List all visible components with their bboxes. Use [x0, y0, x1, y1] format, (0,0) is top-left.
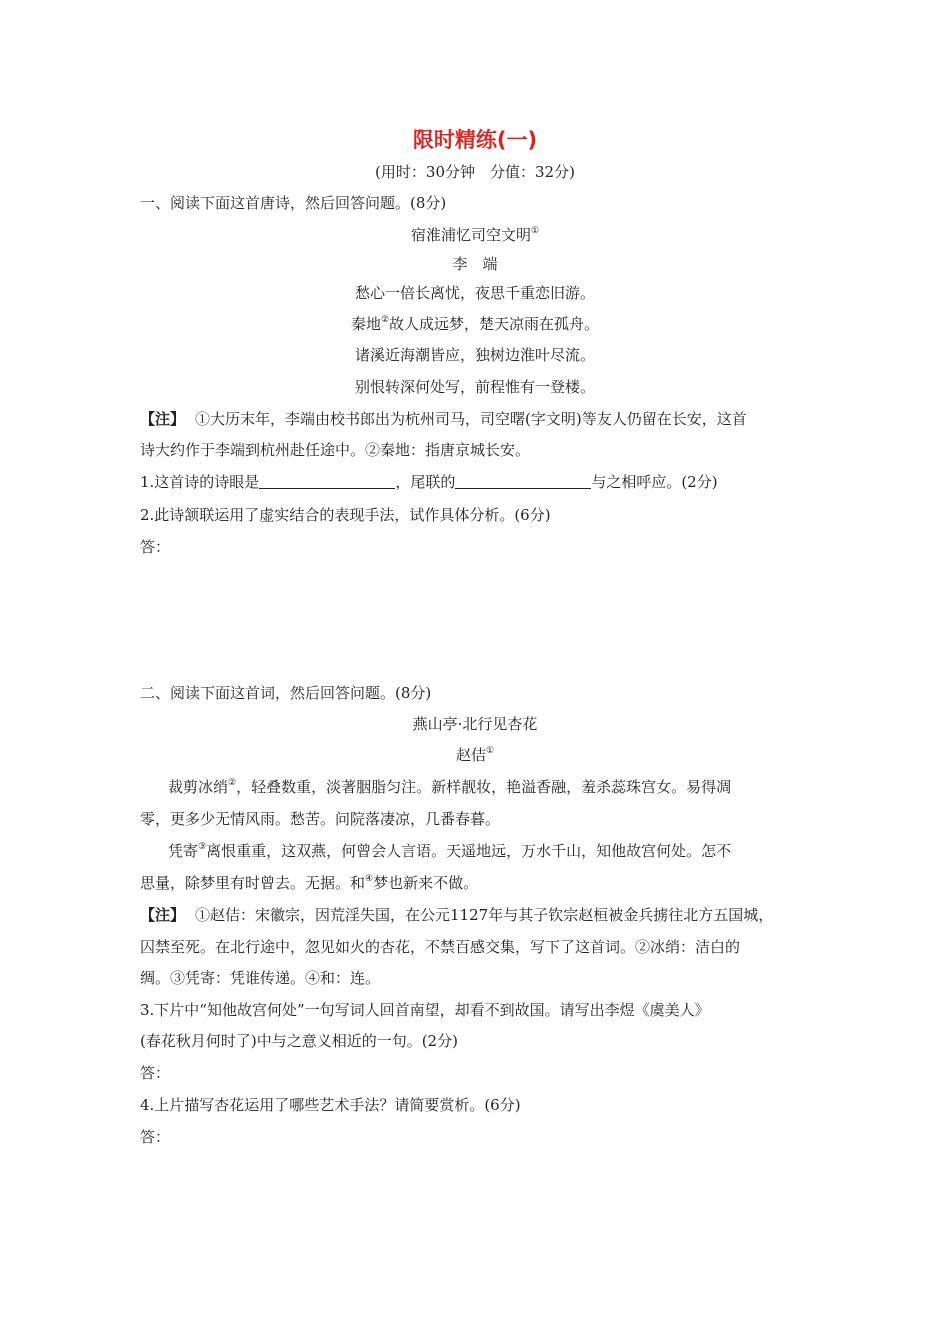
poem2-p2-line-2: 思量，除梦里有时曾去。无据。和④梦也新来不做。 — [140, 874, 479, 892]
footnote-mark: ① — [485, 746, 495, 756]
poem2-p1-line-1: 裁剪冰绡②，轻叠数重，淡著胭脂匀注。新样靓妆，艳溢香融，羞杀蕊珠宫女。易得凋 — [168, 778, 732, 796]
footnote-mark: ④ — [365, 874, 374, 884]
note2-line-3: 绸。③凭寄：凭谁传递。④和：连。 — [140, 969, 381, 987]
question-2: 2.此诗颔联运用了虚实结合的表现手法，试作具体分析。(6分) — [140, 506, 551, 524]
section2-heading: 二、阅读下面这首词，然后回答问题。(8分) — [140, 684, 432, 702]
answer-label-2: 答： — [140, 538, 171, 556]
poem1-author: 李 端 — [452, 255, 498, 273]
note2-line-1: 【注】 ①赵佶：宋徽宗，因荒淫失国，在公元1127年与其子钦宗赵桓被金兵掳往北方五国城， — [140, 906, 774, 924]
poem1-line-3: 诸溪近海潮皆应，独树边淮叶尽流。 — [354, 346, 595, 364]
answer-label-3: 答： — [140, 1064, 171, 1082]
poem1-title: 宿淮浦忆司空文明① — [410, 226, 540, 244]
footnote-mark: ① — [530, 226, 540, 236]
note1-line-1: 【注】 ①大历末年，李端由校书郎出为杭州司马，司空曙(字文明)等友人仍留在长安，这首 — [140, 410, 747, 428]
poem2-p2-line-1: 凭寄③离恨重重，这双燕，何曾会人言语。天遥地远，万水千山，知他故宫何处。怎不 — [168, 842, 732, 860]
footnote-mark: ② — [228, 778, 237, 788]
footnote-mark: ② — [380, 315, 390, 325]
answer-blank-1[interactable] — [259, 474, 395, 489]
question-3-line-1: 3.下片中“知他故宫何处”一句写词人回首南望，却看不到故国。请写出李煜《虞美人》 — [140, 1001, 710, 1019]
poem2-p1-line-2: 零，更多少无情风雨。愁苦。问院落凄凉，几番春暮。 — [140, 810, 501, 828]
poem1-line-4: 别恨转深何处写，前程惟有一登楼。 — [354, 378, 595, 396]
page-title: 限时精练(一) — [412, 128, 538, 152]
answer-label-4: 答： — [140, 1128, 171, 1146]
question-3-line-2: (春花秋月何时了)中与之意义相近的一句。(2分) — [140, 1032, 458, 1050]
note-label: 【注】 — [140, 906, 186, 924]
poem2-author: 赵佶① — [455, 746, 495, 764]
answer-blank-2[interactable] — [455, 474, 591, 489]
section1-heading: 一、阅读下面这首唐诗，然后回答问题。(8分) — [140, 194, 447, 212]
note-label: 【注】 — [140, 410, 186, 428]
poem1-line-2: 秦地②故人成远梦，楚天凉雨在孤舟。 — [350, 315, 600, 333]
note2-line-2: 囚禁至死。在北行途中，忽见如火的杏花，不禁百感交集，写下了这首词。②冰绡：洁白的 — [140, 938, 741, 956]
poem2-title: 燕山亭·北行见杏花 — [412, 715, 538, 733]
question-4: 4.上片描写杏花运用了哪些艺术手法？请简要赏析。(6分) — [140, 1096, 521, 1114]
question-1: 1.这首诗的诗眼是 ，尾联的 与之相呼应。(2分) — [140, 473, 718, 491]
footnote-mark: ③ — [198, 842, 207, 852]
note1-line-2: 诗大约作于李端到杭州赴任途中。②秦地：指唐京城长安。 — [140, 441, 531, 459]
time-score-info: (用时：30分钟 分值：32分) — [375, 163, 575, 181]
poem1-line-1: 愁心一倍长离忧，夜思千重恋旧游。 — [354, 284, 595, 302]
